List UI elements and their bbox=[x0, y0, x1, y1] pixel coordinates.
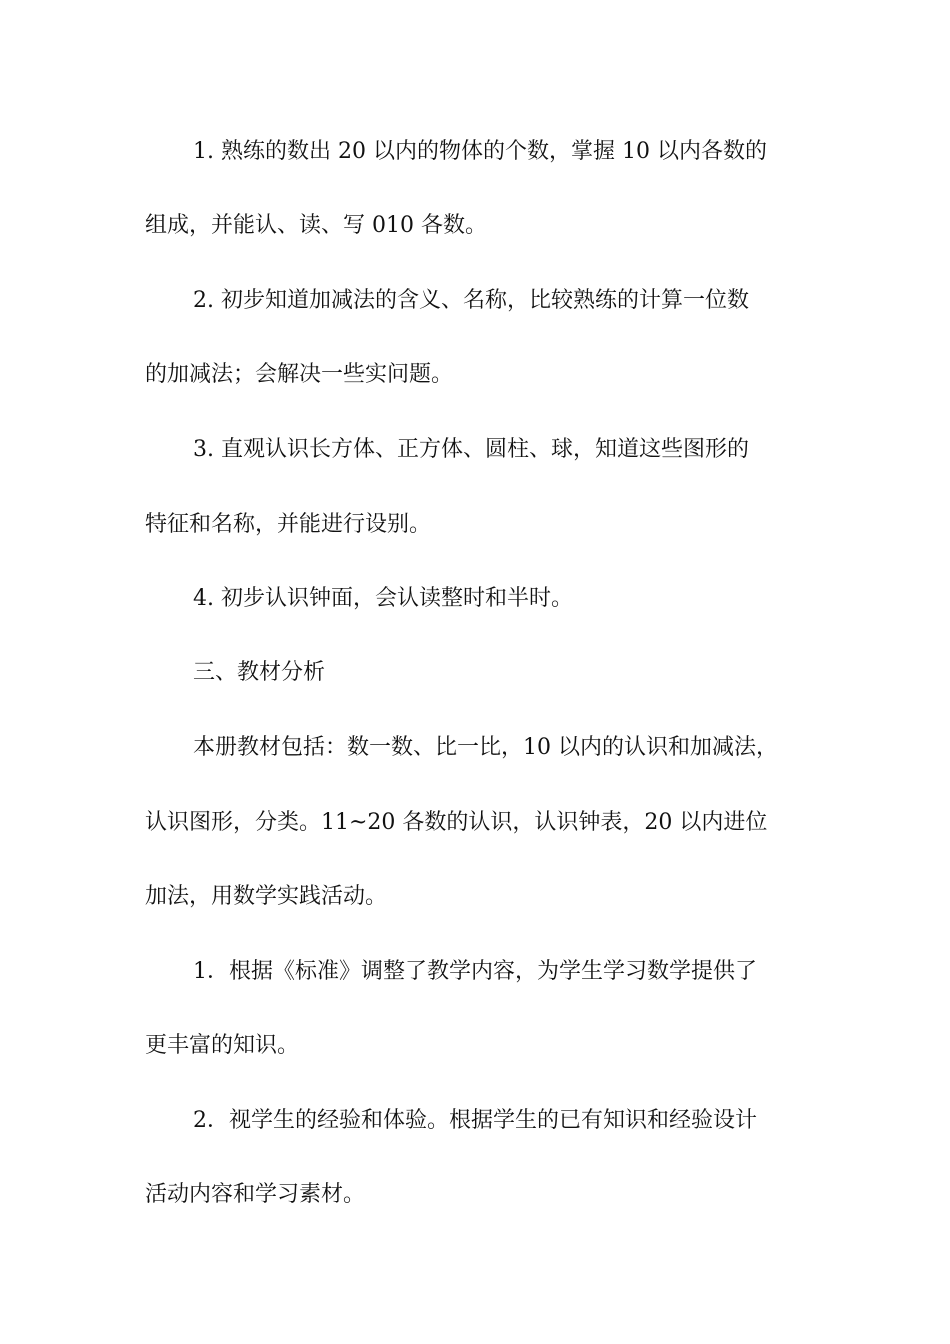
paragraph-line-1: 1. 熟练的数出 20 以内的物体的个数，掌握 10 以内各数的 bbox=[193, 139, 767, 164]
section-heading: 三、教材分析 bbox=[193, 660, 326, 685]
paragraph-line-4: 的加减法；会解决一些实问题。 bbox=[145, 362, 454, 387]
paragraph-line-3: 2. 初步知道加减法的含义、名称，比较熟练的计算一位数 bbox=[193, 288, 749, 313]
paragraph-line-14: 2．视学生的经验和体验。根据学生的已有知识和经验设计 bbox=[193, 1108, 757, 1133]
paragraph-line-2: 组成，并能认、读、写 010 各数。 bbox=[145, 213, 487, 238]
paragraph-line-15: 活动内容和学习素材。 bbox=[145, 1182, 366, 1207]
paragraph-line-10: 认识图形，分类。11~20 各数的认识，认识钟表，20 以内进位 bbox=[145, 810, 768, 835]
paragraph-line-6: 特征和名称，并能进行设别。 bbox=[145, 512, 432, 537]
paragraph-line-5: 3. 直观认识长方体、正方体、圆柱、球，知道这些图形的 bbox=[193, 437, 749, 462]
paragraph-line-11: 加法，用数学实践活动。 bbox=[145, 884, 388, 909]
paragraph-line-9: 本册教材包括：数一数、比一比，10 以内的认识和加减法， bbox=[193, 735, 778, 760]
paragraph-line-7: 4. 初步认识钟面，会认读整时和半时。 bbox=[193, 586, 573, 611]
paragraph-line-12: 1．根据《标准》调整了教学内容，为学生学习数学提供了 bbox=[193, 959, 757, 984]
paragraph-line-13: 更丰富的知识。 bbox=[145, 1033, 300, 1058]
